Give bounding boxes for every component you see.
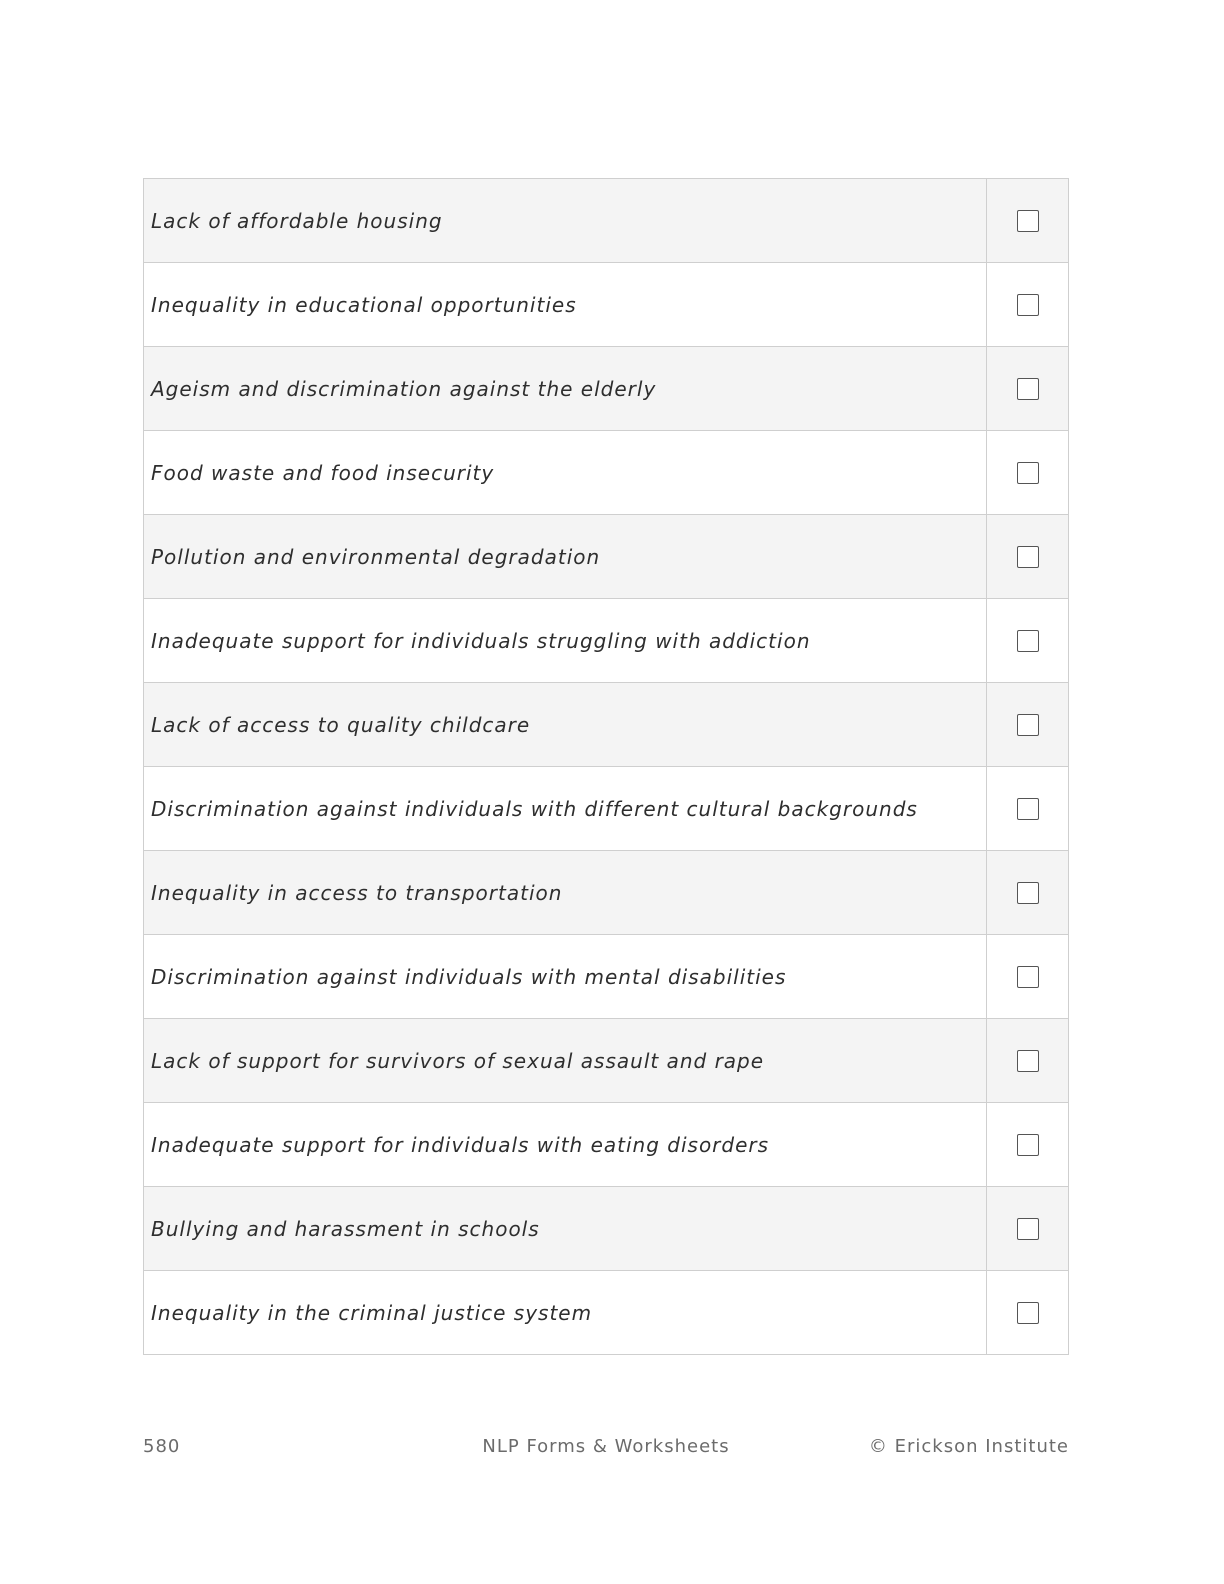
checkbox[interactable]: [1017, 546, 1039, 568]
checklist-row: [144, 683, 1068, 767]
copyright-notice: © Erickson Institute: [868, 1436, 1069, 1457]
checklist-row: [144, 1187, 1068, 1271]
checkbox[interactable]: [1017, 378, 1039, 400]
checklist-row: [144, 1019, 1068, 1103]
checklist-row: [144, 179, 1068, 263]
checkbox-cell: [987, 1019, 1068, 1102]
checklist-item-label: Inadequate support for individuals struggling with addiction: [144, 599, 987, 682]
checklist-row: [144, 599, 1068, 683]
checklist-item-label: Discrimination against individuals with different cultural backgrounds: [144, 767, 987, 850]
checkbox-cell: [987, 263, 1068, 346]
checkbox-cell: [987, 431, 1068, 514]
checklist-item-label: Discrimination against individuals with mental disabilities: [144, 935, 987, 1018]
page-footer: [143, 1436, 1069, 1460]
checklist-item-label: Pollution and environmental degradation: [144, 515, 987, 598]
checklist-item-label: Inequality in educational opportunities: [144, 263, 987, 346]
checklist-item-label: Inadequate support for individuals with eating disorders: [144, 1103, 987, 1186]
checkbox[interactable]: [1017, 1218, 1039, 1240]
checkbox[interactable]: [1017, 1302, 1039, 1324]
checkbox-cell: [987, 851, 1068, 934]
checklist-row: [144, 1103, 1068, 1187]
checkbox[interactable]: [1017, 630, 1039, 652]
checkbox[interactable]: [1017, 1134, 1039, 1156]
checkbox-cell: [987, 1271, 1068, 1354]
checkbox-cell: [987, 179, 1068, 262]
checklist-item-label: Inequality in access to transportation: [144, 851, 987, 934]
checkbox[interactable]: [1017, 966, 1039, 988]
checkbox[interactable]: [1017, 210, 1039, 232]
checkbox[interactable]: [1017, 714, 1039, 736]
checkbox-cell: [987, 683, 1068, 766]
checklist-item-label: Bullying and harassment in schools: [144, 1187, 987, 1270]
checklist-item-label: Food waste and food insecurity: [144, 431, 987, 514]
checkbox[interactable]: [1017, 798, 1039, 820]
checkbox[interactable]: [1017, 1050, 1039, 1072]
checklist-item-label: Inequality in the criminal justice system: [144, 1271, 987, 1354]
checklist-row: [144, 347, 1068, 431]
checkbox-cell: [987, 1103, 1068, 1186]
checklist-row: [144, 935, 1068, 1019]
checklist-table: [143, 178, 1069, 1355]
page-number: 580: [143, 1436, 181, 1457]
checklist-row: [144, 263, 1068, 347]
checklist-row: [144, 1271, 1068, 1355]
checklist-item-label: Lack of access to quality childcare: [144, 683, 987, 766]
checkbox-cell: [987, 1187, 1068, 1270]
checklist-row: [144, 515, 1068, 599]
checkbox[interactable]: [1017, 882, 1039, 904]
checkbox[interactable]: [1017, 294, 1039, 316]
checklist-row: [144, 431, 1068, 515]
checklist-item-label: Lack of affordable housing: [144, 179, 987, 262]
document-title: NLP Forms & Worksheets: [482, 1436, 730, 1457]
checkbox-cell: [987, 347, 1068, 430]
checklist-row: [144, 851, 1068, 935]
checkbox-cell: [987, 599, 1068, 682]
checkbox-cell: [987, 515, 1068, 598]
checkbox-cell: [987, 935, 1068, 1018]
checkbox[interactable]: [1017, 462, 1039, 484]
checklist-item-label: Lack of support for survivors of sexual assault and rape: [144, 1019, 987, 1102]
checkbox-cell: [987, 767, 1068, 850]
checklist-row: [144, 767, 1068, 851]
checklist-item-label: Ageism and discrimination against the elderly: [144, 347, 987, 430]
